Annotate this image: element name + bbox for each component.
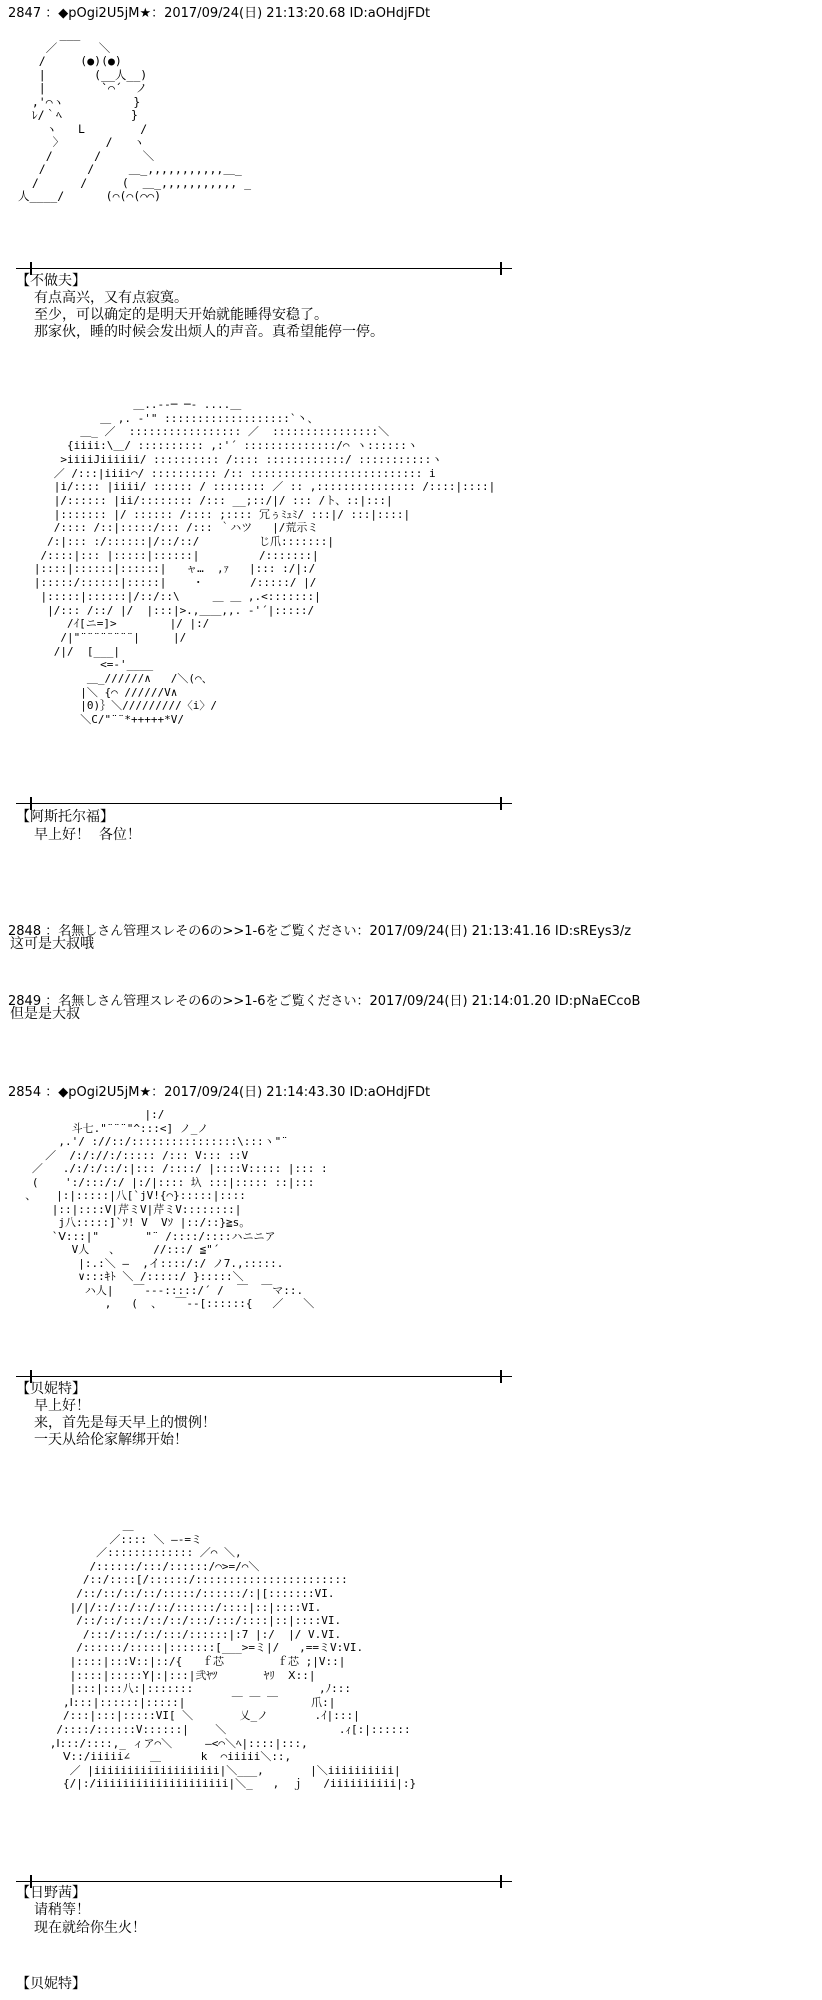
post-header: 2849 ：名無しさん管理スレその6の>>1-6をご覧ください：2017/09/24(日) 21:14:01.20 ID:pNaECcoB bbox=[8, 994, 641, 1009]
ascii-art: ＿ ／:::: ＼ ―‐=ミ ／::::::::::::: ／⌒ ＼, /::::::/:::/::::::/⌒>=/⌒＼ /::/::::[/::::::/::::::::::::::::::::::: /::/::/::/::/:::::/::::::/:|[:::::::VI. |/|/::/::/::/::/::::::/::::|::|::::VI. /::/::/:::/::/::/:::/:::/::::|::|::::VI. /:::/:::/::/:::/::::::|:7 |:/ |/ V.VI. /::::::/:::::|:::::::[___>=ミ|/ ,==ミV:VI. |::::|:::V::|::/{ ｆ芯 ｆ芯 ;|V::| |::::|:::::Y|:|:::|弐ﾔﾂ ﾔﾘ Ⅹ::| |:::|:::八:|::::::: ,ﾉ::: ,Ⅰ:::|::::::|:::::| ￣ ￣ ￣ 爪:| /:::|:::|:::::VI[ ＼ 乂_ノ .ｲ|:::| /::::/::::::V::::::| ＼ .ｨ[:|:::::: ,Ⅰ:::/::::,_ ィア⌒＼ ―<⌒＼ﾍ|::::|:::, Ⅴ::/iiiii∠ ＿ k ⌒iiiii＼::, ／ |iiiiiiiiiiiiiiiiiii|＼___, |＼iiiiiiiiii| {/|:/iiiiiiiiiiiiiiiiiiii|＼_ , ｊ /iiiiiiiiii|:} bbox=[49, 1519, 417, 1791]
post-header: 2847 ：◆pOgi2U5jM★：2017/09/24(日) 21:13:20.68 ID:aOHdjFDt bbox=[8, 6, 431, 21]
separator-tick bbox=[500, 1370, 502, 1383]
separator-line bbox=[16, 1881, 512, 1882]
separator-line bbox=[16, 268, 512, 269]
speaker-label: 【阿斯托尔福】 bbox=[16, 809, 114, 825]
dialogue-line: 至少，可以确定的是明天开始就能睡得安稳了。 bbox=[34, 307, 328, 323]
separator-line bbox=[16, 803, 512, 804]
ascii-art: ___ ／ ＼ / (●)(●) | (__人__) | `⌒´ ノ ,'⌒ヽ } ﾚ/｀ﾍ } ヽ L / 〉 / ヽ / / ＼ / / ＿_,,,,,,,,,,,＿_ / / ( ＿_,,,,,,,,,,, _ 人____/ (⌒(⌒(⌒⌒) bbox=[18, 27, 252, 203]
speaker-label: 【日野茜】 bbox=[16, 1885, 86, 1901]
dialogue-line: 一天从给伦家解绑开始！ bbox=[34, 1432, 188, 1448]
separator-tick bbox=[500, 797, 502, 810]
speaker-label: 【贝妮特】 bbox=[16, 1381, 86, 1397]
dialogue-line: 请稍等！ bbox=[34, 1902, 90, 1918]
ascii-art: |:/ 斗七."¨¨¨"^:::<] ノ_ノ ,.'/ ://::/::::::::::::::::\:::ヽ"¨ ／ /:/://:/::::: /::: V::: ::V ／ ./:/:/::/:|::: /::::/ |::::V::::: |::: : ( ':/:::/:/ |:/|:::: 圦 :::|::::: ::|::: 、 |:|:::::|八[`jV!{⌒}:::::|:::: |::|::::V|芹ミV|芹ミV::::::::| j八:::::]`ｿ! V Vｿ |::/::}≧s。 `Ⅴ:::|" "¨ /::::/::::ハニニア V人 、 //:::/ ≦"´ |:.:＼ ― ,イ::::/:/ ノ7.,:::::. ∨:::ｷﾄ ＼ /:::::/ }:::::＼ ハ人| ￣---:::::/´ / ￣ ￣マ::. , ( 、 ￣--[::::::{ ／ ＼ bbox=[25, 1108, 328, 1310]
separator-tick bbox=[500, 1875, 502, 1888]
reply-comment: 但是是大叔 bbox=[10, 1006, 80, 1022]
dialogue-line: 那家伙，睡的时候会发出烦人的声音。真希望能停一停。 bbox=[34, 324, 384, 340]
dialogue-line: 现在就给你生火！ bbox=[34, 1920, 146, 1936]
speaker-label: 【不做夫】 bbox=[16, 273, 86, 289]
speaker-label: 【贝妮特】 bbox=[16, 1976, 86, 1992]
reply-comment: 这可是大叔哦 bbox=[10, 936, 94, 952]
dialogue-line: 有点高兴，又有点寂寞。 bbox=[34, 290, 188, 306]
ascii-art: ＿..--─ ─- ....＿ ＿ ,. -'" :::::::::::::::::::`丶、 ＿_ ／ ::::::::::::::::: ／ ::::::::::::::::＼ {iiii:\＿/ :::::::::: ,:'´ ::::::::::::::/⌒ ヽ::::::ヽ >iiiiJiiiiii/ :::::::::: /:::: ::::::::::::/ :::::::::::ヽ ／ /:::|iiii⌒/ :::::::::: /:: :::::::::::::::::::::::::: i |i/:::: |iiii/ :::::: / :::::::: ／ :: ,::::::::::::::: /::::|::::| |/:::::: |ii/:::::::: /::: __;::/|/ ::: /ト、::|:::| |::::::: |/ :::::: /:::: ;:::: 冗ぅﾐｭﾐ/ :::|/ :::|::::| /:::: /::|:::::/::: /::: ｀ハツ |/荒示ミ /:|::: :/::::::|/::/::/ じ爪:::::::| /::::|::: |:::::|::::::| /:::::::| |::::|::::::|::::::| ャ… ,ｧ |::: :/|:/ |:::::/::::::|:::::| ・ /:::::/ |/ |:::::|::::::|/::/::\ ＿ ＿ ,.<:::::::| |/::: /::/ |/ |:::|>.,＿＿,,. -'´|:::::/ /ｲ[ニ=]> |/ |:/ /|"¨¨¨¨¨¨¨¨| |/ /|/ [___| <=-'____ ＿_//////∧ /＼(⌒、 |＼ {⌒ //////V∧ |0)｝＼/////////〈i〉/ ＼C/"¨¨*+++++*V/ bbox=[33, 398, 496, 727]
separator-tick bbox=[500, 262, 502, 275]
post-header: 2854 ：◆pOgi2U5jM★：2017/09/24(日) 21:14:43.30 ID:aOHdjFDt bbox=[8, 1085, 431, 1100]
dialogue-line: 来，首先是每天早上的惯例！ bbox=[34, 1415, 216, 1431]
dialogue-line: 早上好！ bbox=[34, 1398, 90, 1414]
dialogue-line: 早上好！ 各位！ bbox=[34, 827, 141, 843]
post-header: 2848 ：名無しさん管理スレその6の>>1-6をご覧ください：2017/09/24(日) 21:13:41.16 ID:sREys3/z bbox=[8, 924, 632, 939]
separator-line bbox=[16, 1376, 512, 1377]
